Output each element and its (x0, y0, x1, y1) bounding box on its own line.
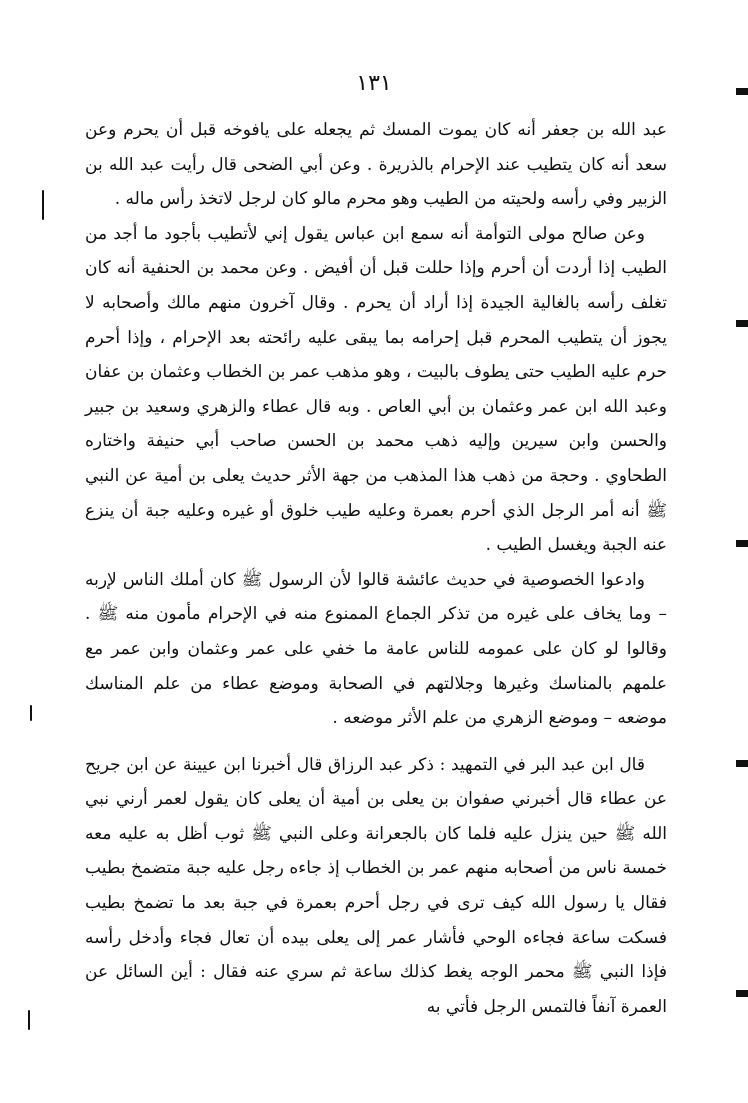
page-number: ١٣١ (356, 71, 392, 96)
page-body (85, 113, 667, 1024)
paragraph-3: وادعوا الخصوصية في حديث عائشة قالوا لأن الرسول ﷺ كان أملك الناس لإربه – وما يخاف على غيره من تذكر الجماع الممنوع منه في الإحرام مأمون منه ﷺ . وقالوا لو كان على عمومه للناس عامة ما خفي على عمر وعثمان وابن عمر مع علمهم بالمناسك وغيرها وجلالتهم في الصحابة وموضع عطاء من علم المناسك موضعه – وموضع الزهري من علم الأثر موضعه . (85, 569, 667, 729)
gutter-speck (30, 705, 32, 721)
paragraph-1: عبد الله بن جعفر أنه كان يموت المسك ثم يجعله على يافوخه قبل أن يحرم وعن سعد أنه كان يتطيب عند الإحرام بالذريرة . وعن أبي الضحى قال رأيت عبد الله بن الزبير وفي رأسه ولحيته من الطيب وهو محرم مالو كان لرجل لاتخذ رأس ماله . (85, 120, 667, 210)
paragraph-4: قال ابن عبد البر في التمهيد : ذكر عبد الرزاق قال أخبرنا ابن عيينة عن ابن جريح عن عطاء قال أخبرني صفوان بن يعلى بن أمية أن يعلى كان يقول لعمر أرني نبي الله ﷺ حين ينزل عليه فلما كان بالجعرانة وعلى النبي ﷺ ثوب أظل به عليه معه خمسة ناس من أصحابه منهم عمر بن الخطاب إذ جاءه رجل عليه جبة متضمخ بطيب فقال يا رسول الله كيف ترى في رجل أحرم بعمرة في جبة بعد ما تضمخ بطيب فسكت ساعة فجاءه الوحي فأشار عمر إلى يعلى بيده أن تعال فجاء وأدخل رأسه فإذا النبي ﷺ محمر الوجه يغط كذلك ساعة ثم سري عنه فقال : أين السائل عن العمرة آنفاً فالتمس الرجل فأتي به (85, 754, 667, 1017)
edge-mark-5 (736, 990, 748, 997)
gutter-speck (28, 1010, 30, 1030)
paragraph-2: وعن صالح مولى التوأمة أنه سمع ابن عباس يقول إني لأتطيب بأجود ما أجد من الطيب إذا أردت أن أحرم وإذا حللت قبل أن أفيض . وعن محمد بن الحنفية أنه كان تغلف رأسه بالغالية الجيدة إذا أراد أن يحرم . وقال آخرون منهم مالك وأصحابه لا يجوز أن يتطيب المحرم قبل إحرامه بما يبقى عليه رائحته بعد الإحرام ، وإذا أحرم حرم عليه الطيب حتى يطوف بالبيت ، وهو مذهب عمر بن الخطاب وعثمان بن عفان وعبد الله ابن عمر وعثمان بن أبي العاص . وبه قال عطاء والزهري وسعيد بن جبير والحسن وابن سيرين وإليه ذهب محمد بن الحسن صاحب أبي حنيفة واختاره الطحاوي . وحجة من ذهب هذا المذهب من جهة الأثر حديث يعلى بن أمية عن النبي ﷺ أنه أمر الرجل الذي أحرم بعمرة وعليه طيب خلوق أو غيره وعليه جبة أن ينزع عنه الجبة ويغسل الطيب . (85, 223, 667, 556)
edge-mark-2 (736, 320, 748, 327)
edge-mark-1 (736, 88, 748, 95)
gutter-speck (42, 190, 44, 220)
edge-mark-4 (736, 760, 748, 767)
edge-mark-3 (736, 540, 748, 547)
